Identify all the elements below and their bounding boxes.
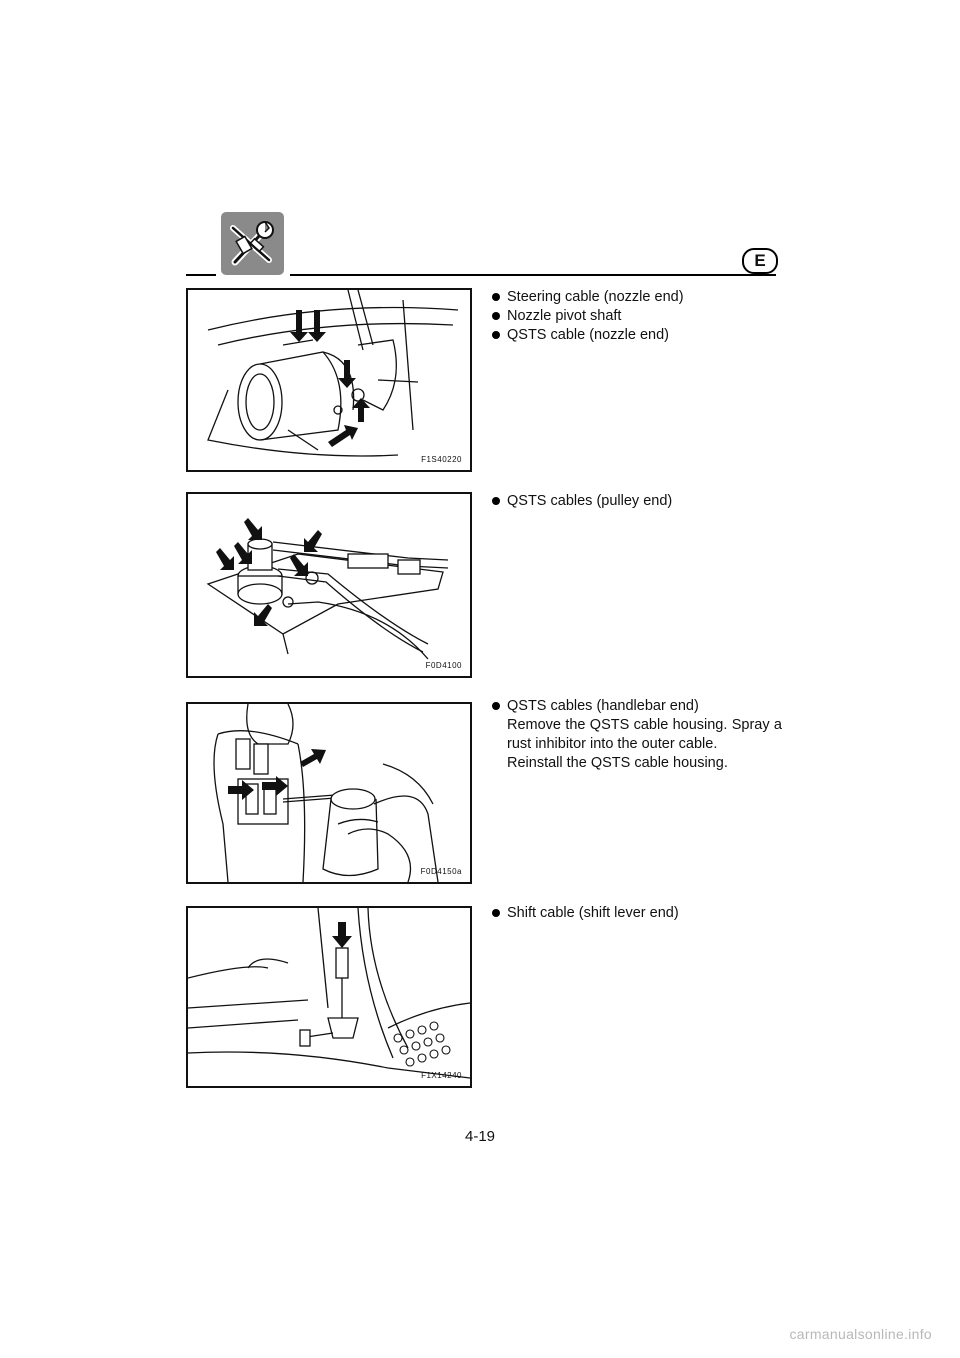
handlebar-illustration xyxy=(188,704,470,882)
figure-code: F1X14240 xyxy=(421,1071,462,1080)
bullet-list-4 xyxy=(492,904,782,923)
figure-code: F0D4150a xyxy=(420,867,462,876)
nozzle-illustration xyxy=(188,290,470,470)
bullet-item: QSTS cables (handlebar end) xyxy=(492,697,782,716)
figure-pulley xyxy=(186,492,472,678)
language-badge: E xyxy=(742,248,778,274)
bullet-item: Shift cable (shift lever end) xyxy=(492,904,782,923)
figure-shift-lever xyxy=(186,906,472,1088)
bullet-list-2 xyxy=(492,492,782,511)
bullet-list-1 xyxy=(492,288,782,345)
instruction-paragraph: Reinstall the QSTS cable housing. xyxy=(507,755,728,771)
bullet-item: Nozzle pivot shaft xyxy=(492,307,782,326)
bullet-item: QSTS cables (pulley end) xyxy=(492,492,782,511)
figure-code: F0D4100 xyxy=(425,661,462,670)
header-rule-right xyxy=(290,274,776,276)
bullet-item: QSTS cable (nozzle end) xyxy=(492,326,782,345)
figure-nozzle xyxy=(186,288,472,472)
pulley-illustration xyxy=(188,494,470,676)
header-rule-left xyxy=(186,274,216,276)
instruction-paragraph: Remove the QSTS cable housing. Spray a rust inhibitor into the outer cable. xyxy=(507,717,782,752)
watermark: carmanualsonline.info xyxy=(789,1326,932,1342)
page-number: 4-19 xyxy=(464,1128,496,1145)
shift-lever-illustration xyxy=(188,908,470,1086)
tools-icon xyxy=(221,212,284,275)
figure-handlebar xyxy=(186,702,472,884)
figure-code: F1S40220 xyxy=(421,455,462,464)
bullet-item: Steering cable (nozzle end) xyxy=(492,288,782,307)
bullet-list-3 xyxy=(492,697,782,773)
